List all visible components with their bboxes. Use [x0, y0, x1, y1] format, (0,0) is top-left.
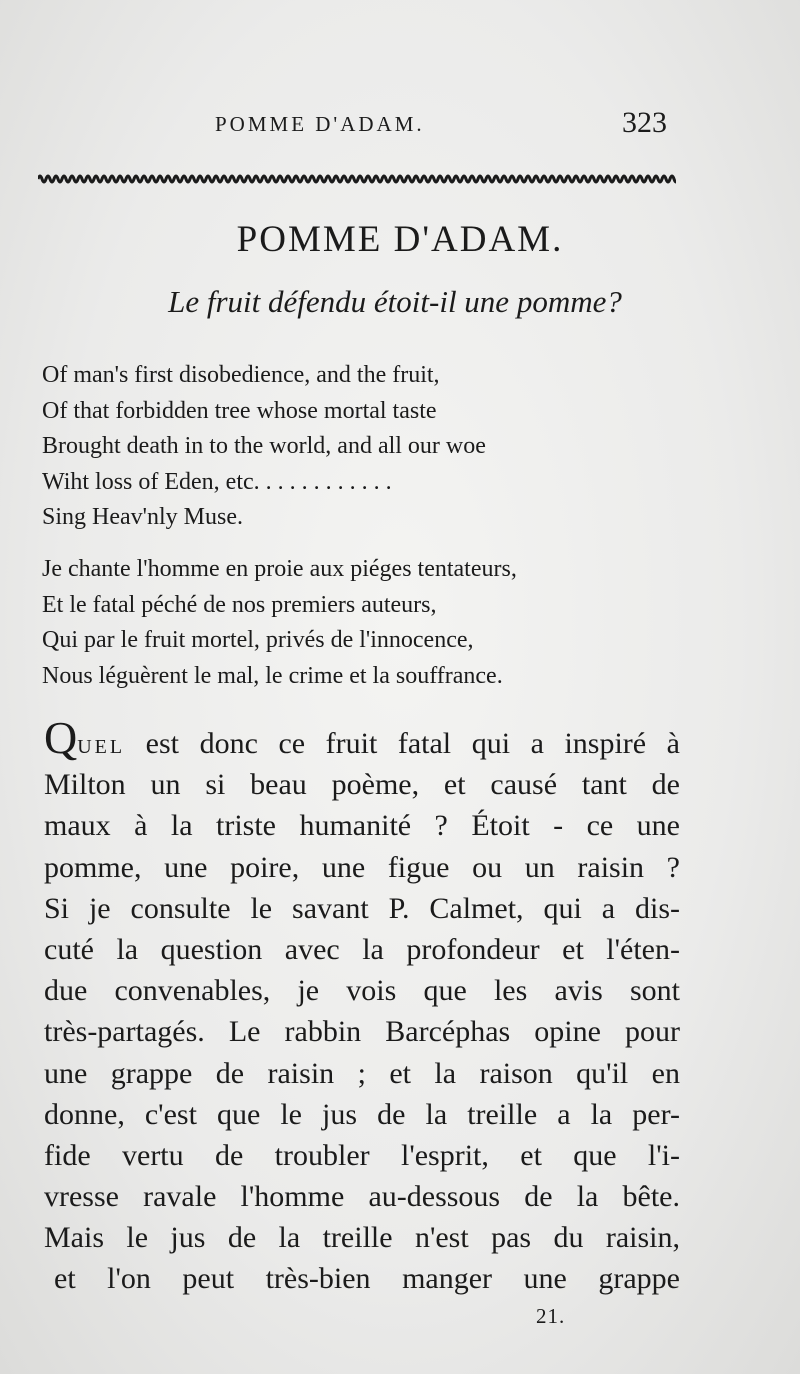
verse-line: Et le fatal péché de nos premiers auteurs, [42, 591, 437, 618]
ornamental-rule [38, 170, 676, 188]
first-line-text: est donc ce fruit fatal qui a inspiré à [125, 727, 680, 760]
running-title: POMME D'ADAM. [215, 112, 425, 136]
body-line: donne, c'est que le jus de la treille a la per- [44, 1097, 680, 1131]
verse-line: Of that forbidden tree whose mortal taste [42, 397, 437, 424]
signature-mark: 21. [536, 1304, 566, 1328]
body-line: maux à la triste humanité ? Étoit - ce une [44, 809, 680, 843]
verse-line: Wiht loss of Eden, etc. . . . . . . . . . . . [42, 468, 392, 495]
drop-cap: Q [44, 712, 78, 763]
first-word-smallcaps: UEL [77, 736, 126, 758]
verse-line: Brought death in to the world, and all our woe [42, 433, 486, 459]
body-line: et l'on peut très-bien manger une grappe [54, 1262, 680, 1296]
body-line: due convenables, je vois que les avis sont [44, 974, 680, 1008]
body-line: Mais le jus de la treille n'est pas du raisin, [44, 1221, 680, 1255]
verse-line: Sing Heav'nly Muse. [42, 504, 243, 530]
body-line: vresse ravale l'homme au-dessous de la bête. [44, 1180, 680, 1214]
body-line: une grappe de raisin ; et la raison qu'il en [44, 1056, 680, 1090]
page-number: 323 [622, 106, 667, 139]
verse-line: Qui par le fruit mortel, privés de l'innocence, [42, 627, 474, 653]
body-line: très-partagés. Le rabbin Barcéphas opine pour [44, 1015, 680, 1049]
body-line: fide vertu de troubler l'esprit, et que l'i- [44, 1138, 680, 1172]
running-head [0, 104, 800, 144]
chapter-title: POMME D'ADAM. [236, 219, 564, 260]
body-line: pomme, une poire, une figue ou un raisin ? [44, 850, 680, 884]
verse-line: Nous léguèrent le mal, le crime et la souffrance. [42, 662, 503, 689]
chapter-subtitle: Le fruit défendu étoit-il une pomme? [168, 284, 622, 319]
epigraph-english [42, 358, 486, 536]
body-line-first [44, 712, 680, 764]
verse-line: Je chante l'homme en proie aux piéges tentateurs, [42, 556, 517, 582]
body-line: Si je consulte le savant P. Calmet, qui a dis- [44, 891, 680, 925]
body-text [44, 712, 680, 1300]
body-line: Milton un si beau poème, et causé tant de [44, 768, 680, 802]
epigraph-french [42, 552, 517, 694]
verse-line: Of man's first disobedience, and the fruit, [42, 362, 440, 388]
body-line: cuté la question avec la profondeur et l'éten- [44, 932, 680, 966]
